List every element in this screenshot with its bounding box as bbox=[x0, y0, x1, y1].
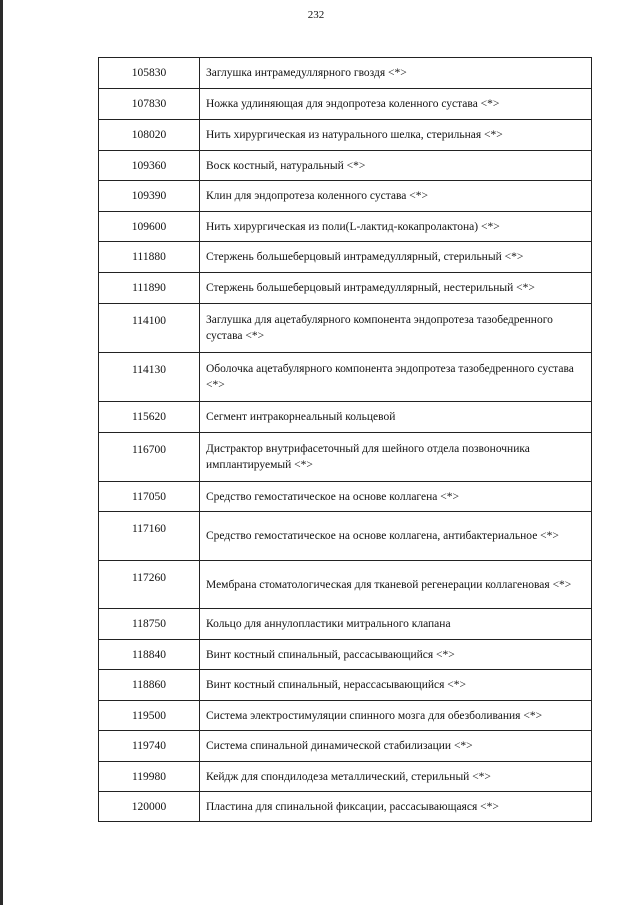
device-code: 119980 bbox=[99, 762, 200, 792]
table-row bbox=[99, 212, 592, 242]
device-name: Нить хирургическая из натурального шелка, стерильная <*> bbox=[200, 120, 592, 151]
device-code: 108020 bbox=[99, 120, 200, 151]
table-row bbox=[99, 792, 592, 822]
table-row bbox=[99, 512, 592, 561]
device-code: 107830 bbox=[99, 89, 200, 120]
device-name: Заглушка интрамедуллярного гвоздя <*> bbox=[200, 58, 592, 89]
device-registry-table bbox=[98, 57, 592, 822]
device-code: 119500 bbox=[99, 701, 200, 731]
device-code: 111890 bbox=[99, 273, 200, 304]
device-code: 111880 bbox=[99, 242, 200, 273]
device-code: 109600 bbox=[99, 212, 200, 242]
device-name: Оболочка ацетабулярного компонента эндопротеза тазобедренного сустава <*> bbox=[200, 353, 592, 402]
device-name: Винт костный спинальный, нерассасывающийся <*> bbox=[200, 670, 592, 701]
table-row bbox=[99, 58, 592, 89]
device-name: Клин для эндопротеза коленного сустава <*> bbox=[200, 181, 592, 212]
device-code: 105830 bbox=[99, 58, 200, 89]
device-code: 109390 bbox=[99, 181, 200, 212]
table-row bbox=[99, 762, 592, 792]
device-code: 119740 bbox=[99, 731, 200, 762]
table-row bbox=[99, 273, 592, 304]
table-row bbox=[99, 640, 592, 670]
scan-edge bbox=[0, 0, 3, 905]
table-row bbox=[99, 89, 592, 120]
device-name: Воск костный, натуральный <*> bbox=[200, 151, 592, 181]
device-code: 118860 bbox=[99, 670, 200, 701]
device-code: 118840 bbox=[99, 640, 200, 670]
device-name: Мембрана стоматологическая для тканевой регенерации коллагеновая <*> bbox=[200, 561, 592, 609]
table-row bbox=[99, 353, 592, 402]
table-row bbox=[99, 181, 592, 212]
device-name: Нить хирургическая из поли(L-лактид-кокапролактона) <*> bbox=[200, 212, 592, 242]
device-code: 117050 bbox=[99, 482, 200, 512]
device-name: Заглушка для ацетабулярного компонента эндопротеза тазобедренного сустава <*> bbox=[200, 304, 592, 353]
device-name: Средство гемостатическое на основе коллагена <*> bbox=[200, 482, 592, 512]
table-row bbox=[99, 433, 592, 482]
device-code: 115620 bbox=[99, 402, 200, 433]
device-code: 118750 bbox=[99, 609, 200, 640]
device-name: Кольцо для аннулопластики митрального клапана bbox=[200, 609, 592, 640]
table-row bbox=[99, 561, 592, 609]
page-number: 232 bbox=[307, 9, 325, 21]
device-name: Винт костный спинальный, рассасывающийся <*> bbox=[200, 640, 592, 670]
table-row bbox=[99, 609, 592, 640]
device-name: Средство гемостатическое на основе коллагена, антибактериальное <*> bbox=[200, 512, 592, 561]
device-name: Система электростимуляции спинного мозга для обезболивания <*> bbox=[200, 701, 592, 731]
device-name: Пластина для спинальной фиксации, рассасывающаяся <*> bbox=[200, 792, 592, 822]
table-row bbox=[99, 304, 592, 353]
table-body bbox=[99, 58, 592, 822]
table-row bbox=[99, 402, 592, 433]
table-row bbox=[99, 482, 592, 512]
table-row bbox=[99, 120, 592, 151]
device-code: 120000 bbox=[99, 792, 200, 822]
device-name: Стержень большеберцовый интрамедуллярный, нестерильный <*> bbox=[200, 273, 592, 304]
device-code: 117260 bbox=[99, 561, 200, 609]
device-name: Система спинальной динамической стабилизации <*> bbox=[200, 731, 592, 762]
table-row bbox=[99, 151, 592, 181]
device-code: 114130 bbox=[99, 353, 200, 402]
table-row bbox=[99, 701, 592, 731]
device-code: 117160 bbox=[99, 512, 200, 561]
device-code: 116700 bbox=[99, 433, 200, 482]
device-code: 109360 bbox=[99, 151, 200, 181]
device-name: Ножка удлиняющая для эндопротеза коленного сустава <*> bbox=[200, 89, 592, 120]
table-row bbox=[99, 242, 592, 273]
device-name: Сегмент интракорнеальный кольцевой bbox=[200, 402, 592, 433]
table-row bbox=[99, 670, 592, 701]
device-code: 114100 bbox=[99, 304, 200, 353]
device-name: Кейдж для спондилодеза металлический, стерильный <*> bbox=[200, 762, 592, 792]
table-row bbox=[99, 731, 592, 762]
device-name: Дистрактор внутрифасеточный для шейного отдела позвоночника имплантируемый <*> bbox=[200, 433, 592, 482]
device-name: Стержень большеберцовый интрамедуллярный, стерильный <*> bbox=[200, 242, 592, 273]
